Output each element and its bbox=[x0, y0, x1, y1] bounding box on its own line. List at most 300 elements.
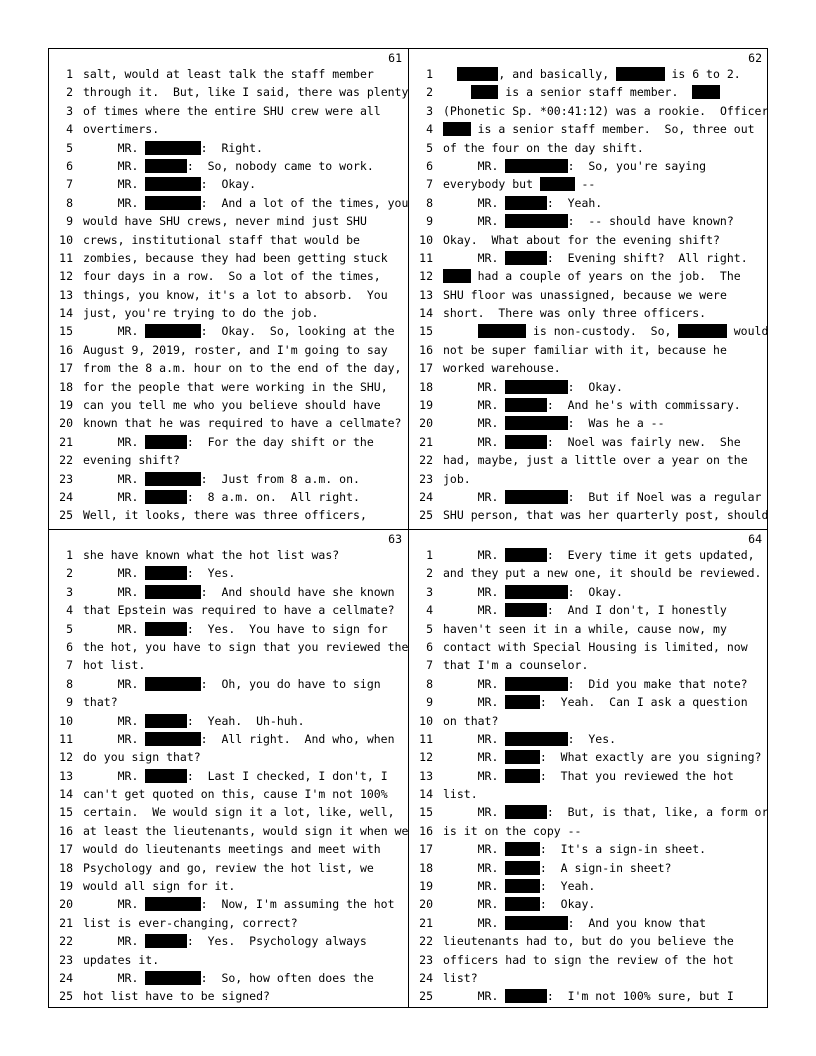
line-text bbox=[83, 249, 404, 267]
line-number: 11 bbox=[419, 731, 433, 746]
text-segment: MR. bbox=[83, 676, 146, 691]
line-number: 7 bbox=[426, 177, 433, 192]
line-text bbox=[443, 656, 764, 674]
transcript-line bbox=[49, 803, 408, 821]
text-segment: that? bbox=[83, 695, 118, 710]
line-text bbox=[443, 194, 764, 212]
transcript-line bbox=[409, 840, 768, 858]
text-segment: : Okay. So, looking at the bbox=[200, 324, 395, 339]
redaction-bar bbox=[471, 85, 499, 99]
transcript-line bbox=[409, 83, 768, 101]
line-number: 24 bbox=[59, 970, 73, 985]
transcript-lines bbox=[409, 546, 768, 1006]
text-segment: , and basically, bbox=[498, 67, 617, 81]
text-segment bbox=[443, 67, 457, 81]
transcript-line bbox=[409, 803, 768, 821]
line-text bbox=[443, 102, 769, 120]
transcript-line bbox=[409, 877, 768, 895]
text-segment: : And a lot of the times, you bbox=[200, 195, 409, 210]
redaction-bar bbox=[505, 435, 547, 449]
line-number: 12 bbox=[419, 269, 433, 284]
line-text bbox=[443, 767, 764, 785]
line-number: 10 bbox=[419, 232, 433, 247]
text-segment: : Yeah. bbox=[546, 195, 603, 210]
text-segment: overtimers. bbox=[83, 122, 160, 137]
text-segment: not be super familiar with it, because he bbox=[443, 342, 727, 357]
line-text bbox=[83, 65, 404, 83]
line-number: 22 bbox=[419, 453, 433, 468]
line-number: 9 bbox=[426, 695, 433, 710]
line-text bbox=[443, 378, 764, 396]
line-text bbox=[443, 157, 764, 175]
transcript-line bbox=[49, 231, 408, 249]
text-segment: August 9, 2019, roster, and I'm going to say bbox=[83, 342, 388, 357]
line-number: 17 bbox=[419, 842, 433, 857]
text-segment: : It's a sign-in sheet. bbox=[539, 842, 707, 857]
redaction-bar bbox=[505, 769, 540, 783]
text-segment: : Right. bbox=[200, 140, 263, 155]
text-segment: things, you know, it's a lot to absorb. You bbox=[83, 287, 388, 302]
text-segment: lieutenants had to, but do you believe the bbox=[443, 934, 734, 949]
line-text bbox=[443, 895, 764, 913]
line-number: 25 bbox=[419, 508, 433, 523]
text-segment: evening shift? bbox=[83, 453, 180, 468]
transcript-line bbox=[49, 748, 408, 766]
line-number: 11 bbox=[419, 250, 433, 265]
text-segment: : 8 a.m. on. All right. bbox=[186, 489, 360, 504]
transcript-line bbox=[49, 583, 408, 601]
line-number: 20 bbox=[419, 897, 433, 912]
text-segment: list is ever-changing, correct? bbox=[83, 915, 298, 930]
transcript-line bbox=[49, 656, 408, 674]
transcript-line bbox=[409, 987, 768, 1005]
transcript-line bbox=[409, 322, 768, 340]
line-text bbox=[443, 470, 764, 488]
line-number: 3 bbox=[426, 103, 433, 118]
line-number: 24 bbox=[59, 489, 73, 504]
transcript-line bbox=[409, 304, 768, 322]
line-number: 14 bbox=[59, 787, 73, 802]
line-text bbox=[443, 712, 764, 730]
text-segment: of the four on the day shift. bbox=[443, 140, 644, 155]
redaction-bar bbox=[145, 971, 200, 985]
line-text bbox=[83, 194, 409, 212]
redaction-bar bbox=[145, 769, 187, 783]
text-segment: MR. bbox=[443, 695, 506, 710]
redaction-bar bbox=[505, 732, 567, 746]
transcript-line bbox=[409, 564, 768, 582]
transcript-line bbox=[409, 620, 768, 638]
redaction-bar bbox=[505, 695, 540, 709]
text-segment: : And you know that bbox=[567, 915, 707, 930]
text-segment: : Yeah. bbox=[539, 879, 596, 894]
line-text bbox=[443, 822, 764, 840]
transcript-line bbox=[49, 914, 408, 932]
redaction-bar bbox=[505, 490, 567, 504]
transcript-line bbox=[49, 249, 408, 267]
redaction-bar bbox=[145, 490, 187, 504]
transcript-line bbox=[49, 932, 408, 950]
text-segment: MR. bbox=[83, 177, 146, 192]
text-segment: hot list. bbox=[83, 658, 146, 673]
text-segment: MR. bbox=[83, 584, 146, 599]
transcript-lines bbox=[409, 65, 768, 525]
line-number: 6 bbox=[66, 639, 73, 654]
text-segment: just, you're trying to do the job. bbox=[83, 306, 319, 321]
transcript-line bbox=[49, 267, 408, 285]
text-segment: : Was he a -- bbox=[567, 416, 665, 431]
text-segment: is a senior staff member. bbox=[498, 85, 693, 100]
redaction-bar bbox=[145, 622, 187, 636]
text-segment: MR. bbox=[443, 805, 506, 820]
transcript-line bbox=[49, 951, 408, 969]
redaction-bar bbox=[678, 324, 726, 338]
transcript-line bbox=[49, 638, 408, 656]
transcript-line bbox=[49, 470, 408, 488]
text-segment bbox=[443, 324, 478, 338]
redaction-bar bbox=[505, 897, 540, 911]
line-number: 20 bbox=[59, 416, 73, 431]
line-text bbox=[443, 506, 769, 524]
text-segment: can you tell me who you believe should have bbox=[83, 398, 381, 413]
line-text bbox=[83, 286, 404, 304]
transcript-line bbox=[409, 267, 768, 285]
text-segment: crews, institutional staff that would be bbox=[83, 232, 360, 247]
line-number: 16 bbox=[59, 823, 73, 838]
text-segment: : What exactly are you signing? bbox=[539, 750, 762, 765]
transcript-line bbox=[49, 506, 408, 524]
transcript-line bbox=[409, 601, 768, 619]
text-segment: MR. bbox=[443, 731, 506, 746]
line-number: 4 bbox=[66, 603, 73, 618]
text-segment: MR. bbox=[443, 548, 506, 562]
line-text bbox=[443, 730, 764, 748]
redaction-bar bbox=[505, 251, 547, 265]
text-segment: Psychology and go, review the hot list, we bbox=[83, 860, 374, 875]
line-number: 2 bbox=[426, 566, 433, 581]
transcript-line bbox=[409, 139, 768, 157]
text-segment: officers had to sign the review of the hot bbox=[443, 952, 734, 967]
transcript-lines bbox=[49, 65, 408, 525]
text-segment: had a couple of years on the job. The bbox=[470, 269, 741, 284]
text-segment: MR. bbox=[443, 989, 506, 1004]
text-segment: MR. bbox=[83, 768, 146, 783]
line-number: 23 bbox=[419, 471, 433, 486]
text-segment: : Did you make that note? bbox=[567, 676, 748, 691]
line-text bbox=[443, 451, 764, 469]
line-text bbox=[83, 859, 404, 877]
line-text bbox=[443, 120, 764, 138]
transcript-line bbox=[409, 102, 768, 120]
text-segment: MR. bbox=[83, 934, 146, 949]
transcript-line bbox=[49, 877, 408, 895]
line-number: 22 bbox=[59, 453, 73, 468]
text-segment: MR. bbox=[83, 324, 146, 339]
line-number: 13 bbox=[59, 768, 73, 783]
transcript-line bbox=[49, 564, 408, 582]
line-text bbox=[83, 914, 404, 932]
line-number: 19 bbox=[419, 879, 433, 894]
page-number: 61 bbox=[388, 51, 402, 65]
redaction-bar bbox=[616, 67, 664, 81]
line-text bbox=[443, 638, 764, 656]
line-number: 1 bbox=[66, 548, 73, 562]
redaction-bar bbox=[145, 324, 200, 338]
transcript-page-62 bbox=[409, 49, 768, 529]
line-text bbox=[83, 675, 404, 693]
line-number: 18 bbox=[419, 860, 433, 875]
redaction-bar bbox=[443, 269, 471, 283]
redaction-bar bbox=[457, 67, 499, 81]
line-text bbox=[443, 139, 764, 157]
transcript-line bbox=[49, 859, 408, 877]
text-segment: : So, nobody came to work. bbox=[186, 158, 374, 173]
line-number: 16 bbox=[419, 342, 433, 357]
line-number: 21 bbox=[419, 434, 433, 449]
text-segment: : Every time it gets updated, bbox=[546, 548, 755, 562]
page-number: 64 bbox=[748, 532, 762, 546]
transcript-line bbox=[49, 175, 408, 193]
text-segment: : Okay. bbox=[539, 897, 596, 912]
transcript-line bbox=[409, 748, 768, 766]
line-text bbox=[83, 267, 404, 285]
line-text bbox=[83, 822, 409, 840]
line-number: 14 bbox=[419, 306, 433, 321]
text-segment: that I'm a counselor. bbox=[443, 658, 589, 673]
line-text bbox=[443, 987, 764, 1005]
line-text bbox=[83, 620, 404, 638]
text-segment: (Phonetic Sp. *00:41:12) was a rookie. Officer bbox=[443, 103, 769, 118]
redaction-bar bbox=[145, 177, 200, 191]
text-segment: : Okay. bbox=[200, 177, 257, 192]
transcript-line bbox=[409, 506, 768, 524]
line-number: 17 bbox=[59, 842, 73, 857]
transcript-line bbox=[409, 583, 768, 601]
page-number: 63 bbox=[388, 532, 402, 546]
text-segment: : Just from 8 a.m. on. bbox=[200, 471, 360, 486]
redaction-bar bbox=[505, 585, 567, 599]
redaction-bar bbox=[505, 805, 547, 819]
transcript-line bbox=[49, 359, 408, 377]
text-segment: MR. bbox=[83, 140, 146, 155]
line-text bbox=[83, 840, 404, 858]
transcript-line bbox=[49, 157, 408, 175]
transcript-line bbox=[49, 139, 408, 157]
text-segment: Okay. What about for the evening shift? bbox=[443, 232, 720, 247]
transcript-line bbox=[49, 785, 408, 803]
text-segment: : Yes. bbox=[567, 731, 617, 746]
line-text bbox=[83, 341, 404, 359]
line-number: 21 bbox=[59, 915, 73, 930]
redaction-bar bbox=[145, 566, 187, 580]
line-text bbox=[83, 139, 404, 157]
redaction-bar bbox=[540, 177, 575, 191]
transcript-line bbox=[49, 822, 408, 840]
line-number: 7 bbox=[66, 177, 73, 192]
text-segment: MR. bbox=[443, 195, 506, 210]
text-segment: do you sign that? bbox=[83, 750, 201, 765]
text-segment: : That you reviewed the hot bbox=[539, 768, 734, 783]
transcript-sheet bbox=[48, 48, 768, 1008]
text-segment: MR. bbox=[83, 897, 146, 912]
line-number: 22 bbox=[59, 934, 73, 949]
line-text bbox=[443, 969, 764, 987]
transcript-line bbox=[49, 396, 408, 414]
text-segment: MR. bbox=[443, 915, 506, 930]
transcript-lines bbox=[49, 546, 408, 1006]
line-text bbox=[443, 175, 764, 193]
line-text bbox=[443, 322, 769, 340]
text-segment: : Yes. You have to sign for bbox=[186, 621, 388, 636]
text-segment: -- bbox=[574, 177, 596, 192]
redaction-bar bbox=[145, 159, 187, 173]
line-text bbox=[83, 932, 404, 950]
line-number: 11 bbox=[59, 731, 73, 746]
transcript-line bbox=[49, 83, 408, 101]
text-segment: : -- should have known? bbox=[567, 214, 734, 229]
redaction-bar bbox=[145, 934, 187, 948]
line-number: 18 bbox=[59, 860, 73, 875]
line-text bbox=[83, 987, 404, 1005]
transcript-line bbox=[409, 470, 768, 488]
text-segment: MR. bbox=[83, 158, 146, 173]
text-segment: MR. bbox=[443, 158, 506, 173]
transcript-line bbox=[409, 65, 768, 83]
line-number: 20 bbox=[59, 897, 73, 912]
transcript-line bbox=[409, 546, 768, 564]
line-text bbox=[443, 414, 764, 432]
text-segment: haven't seen it in a while, cause now, my bbox=[443, 621, 727, 636]
line-text bbox=[83, 748, 404, 766]
text-segment: SHU person, that was her quarterly post, should bbox=[443, 508, 769, 523]
line-number: 6 bbox=[426, 158, 433, 173]
text-segment: she have known what the hot list was? bbox=[83, 548, 340, 562]
text-segment: MR. bbox=[83, 566, 146, 581]
redaction-bar bbox=[145, 897, 200, 911]
line-number: 15 bbox=[59, 324, 73, 339]
line-text bbox=[83, 157, 404, 175]
text-segment: : And he's with commissary. bbox=[546, 398, 741, 413]
line-text bbox=[83, 767, 404, 785]
text-segment: MR. bbox=[443, 768, 506, 783]
line-number: 5 bbox=[426, 621, 433, 636]
transcript-line bbox=[49, 378, 408, 396]
line-text bbox=[443, 396, 764, 414]
transcript-line bbox=[409, 693, 768, 711]
redaction-bar bbox=[145, 714, 187, 728]
text-segment: MR. bbox=[443, 860, 506, 875]
transcript-line bbox=[49, 488, 408, 506]
line-text bbox=[83, 451, 404, 469]
transcript-line bbox=[409, 451, 768, 469]
text-segment: would have SHU crews, never mind just SHU bbox=[83, 214, 367, 229]
line-number: 8 bbox=[426, 676, 433, 691]
transcript-line bbox=[409, 341, 768, 359]
text-segment: : Okay. bbox=[567, 379, 623, 394]
redaction-bar bbox=[145, 732, 200, 746]
text-segment: MR. bbox=[443, 584, 506, 599]
line-text bbox=[83, 601, 404, 619]
text-segment: MR. bbox=[83, 471, 146, 486]
text-segment: MR. bbox=[443, 842, 506, 857]
line-number: 1 bbox=[426, 548, 433, 562]
text-segment: MR. bbox=[83, 489, 146, 504]
transcript-line bbox=[49, 620, 408, 638]
line-text bbox=[443, 231, 764, 249]
line-text bbox=[443, 359, 764, 377]
line-text bbox=[83, 231, 404, 249]
line-number: 2 bbox=[426, 85, 433, 100]
line-text bbox=[443, 914, 764, 932]
redaction-bar bbox=[145, 196, 200, 210]
line-number: 12 bbox=[59, 750, 73, 765]
redaction-bar bbox=[505, 879, 540, 893]
line-text bbox=[443, 785, 764, 803]
line-text bbox=[443, 212, 764, 230]
text-segment: : Last I checked, I don't, I bbox=[186, 768, 388, 783]
transcript-page-64 bbox=[409, 530, 768, 1010]
transcript-line bbox=[409, 785, 768, 803]
text-segment: is 6 to 2. bbox=[664, 67, 741, 81]
transcript-line bbox=[409, 730, 768, 748]
text-segment: : And I don't, I honestly bbox=[546, 603, 727, 618]
text-segment: MR. bbox=[443, 897, 506, 912]
line-number: 24 bbox=[419, 489, 433, 504]
text-segment: SHU floor was unassigned, because we were bbox=[443, 287, 727, 302]
redaction-bar bbox=[505, 416, 567, 430]
transcript-line bbox=[49, 341, 408, 359]
line-text bbox=[443, 65, 764, 83]
transcript-line bbox=[409, 895, 768, 913]
transcript-line bbox=[49, 767, 408, 785]
redaction-bar bbox=[505, 750, 540, 764]
text-segment: Well, it looks, there was three officers, bbox=[83, 508, 367, 523]
line-text bbox=[443, 932, 764, 950]
text-segment: is a senior staff member. So, three out bbox=[470, 122, 755, 137]
line-number: 5 bbox=[66, 621, 73, 636]
line-number: 12 bbox=[59, 269, 73, 284]
line-text bbox=[443, 249, 764, 267]
line-number: 17 bbox=[59, 361, 73, 376]
line-text bbox=[83, 638, 409, 656]
text-segment: updates it. bbox=[83, 952, 160, 967]
transcript-line bbox=[49, 102, 408, 120]
transcript-line bbox=[49, 120, 408, 138]
text-segment: : A sign-in sheet? bbox=[539, 860, 672, 875]
text-segment: would bbox=[726, 324, 769, 339]
text-segment: : But, is that, like, a form or bbox=[546, 805, 769, 820]
text-segment: : Yes. Psychology always bbox=[186, 934, 367, 949]
text-segment: of times where the entire SHU crew were all bbox=[83, 103, 381, 118]
line-number: 9 bbox=[426, 214, 433, 229]
text-segment: through it. But, like I said, there was plenty bbox=[83, 85, 409, 100]
line-text bbox=[83, 304, 404, 322]
text-segment: MR. bbox=[443, 250, 506, 265]
redaction-bar bbox=[145, 472, 200, 486]
text-segment: at least the lieutenants, would sign it when we bbox=[83, 823, 409, 838]
text-segment: four days in a row. So a lot of the times, bbox=[83, 269, 381, 284]
text-segment: MR. bbox=[443, 879, 506, 894]
text-segment: contact with Special Housing is limited, now bbox=[443, 639, 748, 654]
text-segment: everybody but bbox=[443, 177, 540, 192]
line-text bbox=[83, 506, 404, 524]
text-segment: known that he was required to have a cellmate? bbox=[83, 416, 402, 431]
line-number: 8 bbox=[426, 195, 433, 210]
line-text bbox=[83, 712, 404, 730]
transcript-line bbox=[49, 895, 408, 913]
line-number: 10 bbox=[419, 713, 433, 728]
transcript-line bbox=[409, 932, 768, 950]
